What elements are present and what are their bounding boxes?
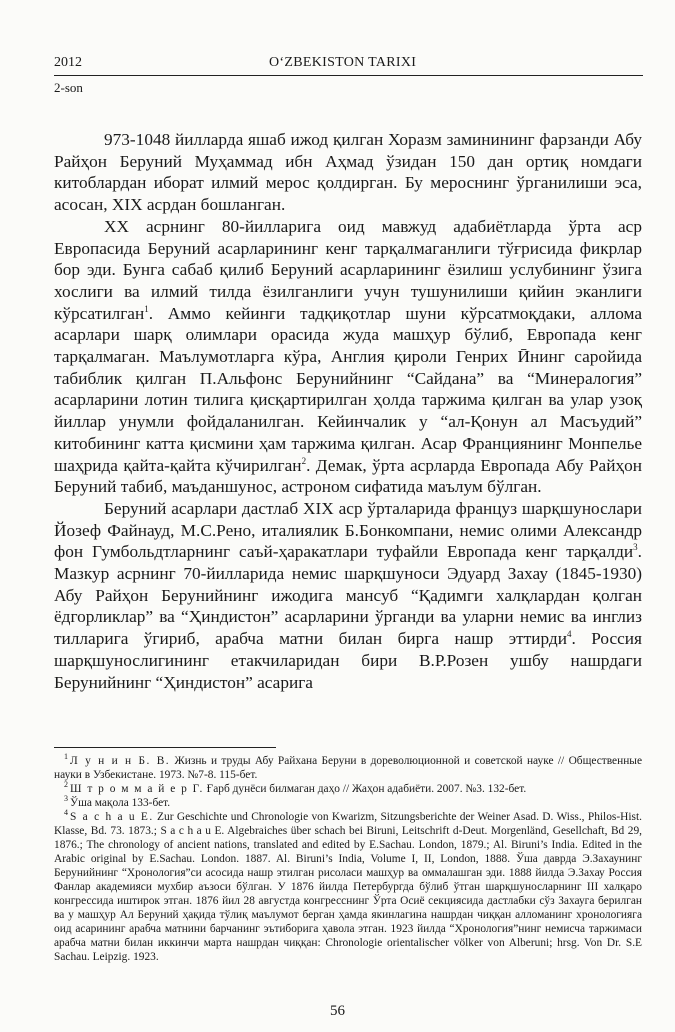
header-year: 2012 xyxy=(54,55,82,70)
paragraph-3 xyxy=(54,498,642,693)
footnote-number: 4 xyxy=(64,808,68,818)
footnote-number: 1 xyxy=(64,752,68,762)
paragraph-2-text-b: . Аммо кейинги тадқиқотлар шуни кўрсатмоқдаки, аллома асарлари шарқ олимлари орасида жуда машҳур бўлиб, Европада кенг тарқалмаган. Маълумотларга кўра, Англия қироли Генрих Ӣнинг саройида табиблик қилган П.Альфонс Берунийнинг “Сайдана” ва “Минералогия” асарларини лотин тилига қисқартирилган ҳолда таржима қилган ва улар узоқ йиллар унумли фойдаланилган. Кейинчалик у “ал-Қонун ал Масъудий” китобининг катта қисмини ҳам таржима қилган. Асар Франциянинг Монпелье шаҳрида қайта-қайта кўчирилган xyxy=(54,303,642,475)
header-rule xyxy=(54,75,643,76)
paragraph-1 xyxy=(54,129,642,216)
footnote-ref-3[interactable]: 3 xyxy=(633,542,638,553)
footnotes xyxy=(54,754,642,964)
footnote-text: Ғарб дунёси билмаган даҳо // Жаҳон адабиёти. 2007. №3. 132-бет. xyxy=(203,783,527,795)
footnote-text: Ўша мақола 133-бет. xyxy=(70,797,171,809)
paragraph-3-text-c: . Россия шарқшунослигининг етакчиларидан бири В.Р.Розен ушбу нашрдаги Берунийнинг “Ҳиндистон” асарига xyxy=(54,629,642,692)
footnote-separator xyxy=(54,747,276,748)
header-journal-title: O‘ZBEKISTON TARIXI xyxy=(269,55,417,70)
footnote-author: S a c h a u E. xyxy=(70,811,154,823)
footnote-author: Л у н и н Б. В. xyxy=(70,755,171,767)
running-header xyxy=(54,55,643,77)
footnote-text: Жизнь и труды Абу Райхана Беруни в дореволюционной и советской науке // Общественные науки в Узбекистане. 1973. №7-8. 115-бет. xyxy=(54,755,642,781)
footnote-author: Ш т р о м м а й е р Г. xyxy=(70,783,204,795)
footnote-1 xyxy=(54,754,642,782)
paragraph-2-text-c: . Демак, ўрта асрларда Европада Абу Райҳон Беруний табиб, маъданшунос, астроном сифатида маълум бўлган. xyxy=(54,455,642,497)
footnote-number: 3 xyxy=(64,794,68,804)
footnote-3 xyxy=(54,796,642,810)
header-issue: 2-son xyxy=(54,80,83,95)
footnote-number: 2 xyxy=(64,780,68,790)
page-number: 56 xyxy=(330,1003,345,1019)
paragraph-2-text-a: XX асрнинг 80-йилларига оид мавжуд адабиётларда ўрта аср Европасида Беруний асарларининг кенг тарқалмаганлиги тўғрисида фикрлар бор эди. Бунга сабаб қилиб Беруний асарларининг ёзилиш услубининг ўзига хослиги ва илмий тилда ёзилганлиги учун тушунилиши қийин эканлиги кўрсатилган xyxy=(54,216,642,323)
footnote-2 xyxy=(54,782,642,796)
paragraph-2 xyxy=(54,216,642,498)
footnote-ref-4[interactable]: 4 xyxy=(566,629,572,640)
paragraph-3-text-a: Беруний асарлари дастлаб XIX аср ўрталарида француз шарқшунослари Йозеф Файнауд, М.С.Рено, италиялик Б.Бонкомпани, немис олими Александр фон Гумбольдтларнинг саъй-ҳаракатлари туфайли Европада кенг тарқалди xyxy=(54,498,642,562)
footnote-ref-2[interactable]: 2 xyxy=(301,455,307,466)
footnote-4 xyxy=(54,810,642,964)
paragraph-3-text-b: . Мазкур асрнинг 70-йилларида немис шарқшуноси Эдуард Захау (1845-1930) Абу Райҳон Берунийнинг ижодига мансуб “Қадимги халқлардан қолган ёдгорликлар” ва “Ҳиндистон” асарларини ўрганди ва уларни немис ва инглиз тилларига ўгириб, арабча матни билан бирга нашр эттирди xyxy=(54,542,642,649)
footnote-text: Zur Geschichte und Chronologie von Kwarizm, Sitzungsberichte der Weiner Asad. D. Wiss., Philos-Hist. Klasse, Bd. 73. 1873.; S a c h a u E. Algebraiches über schach bei Biruni, Leitschrift d-Deut. Morgenländ, Gesellchaft, Bd 29, 1876.; The chronology of ancient nations, translated and edited by E.Sachau. London, 1879.; Al. Biruni’s India. Edited in the Arabic original by E.Sachau. London. 1887. Al. Biruni’s India, Volume I, II, London, 1888. Ўша даврда Э.Захаунинг Берунийнинг “Хронология”си асосида нашр этилган рисоласи машҳур ва оммалашган эди. 1888 йилда Э.Захау Россия Фанлар академияси мухбир аъзоси бўлган. У 1876 йилда Петербургда бўлиб ўтган шарқшуносларнинг III халқаро конгрессида иштирок этган. 1876 йил 28 августда конгресснинг Ўрта Осиё секциясида дастлабки сўз Захауга берилган ва у машҳур Ал Беруний ҳақида тўлиқ маълумот берган ҳамда якинлагина нашрдан чиққан алломанинг хронологияга оид асарининг арабча матнини барчанинг эътиборига ҳавола этган. 1923 йилда “Хронология”нинг немисча таржимаси арабча матни билан иккинчи марта нашрдан чиққан: Chronologie orientalischer völker von Alberuni; hrsg. Von Dr. S.E Sachau. Leipzig. 1923. xyxy=(54,811,642,963)
paragraph-1-text: 973-1048 йилларда яшаб ижод қилган Хоразм заминининг фарзанди Абу Райҳон Беруний Муҳаммад ибн Аҳмад ўзидан 150 дан ортиқ номдаги китоблардан иборат илмий мерос қолдирган. Бу мероснинг ўрганилиши эса, асосан, XIX асрдан бошланган. xyxy=(54,130,642,215)
footnote-ref-1[interactable]: 1 xyxy=(144,303,149,314)
article-body xyxy=(54,129,642,693)
